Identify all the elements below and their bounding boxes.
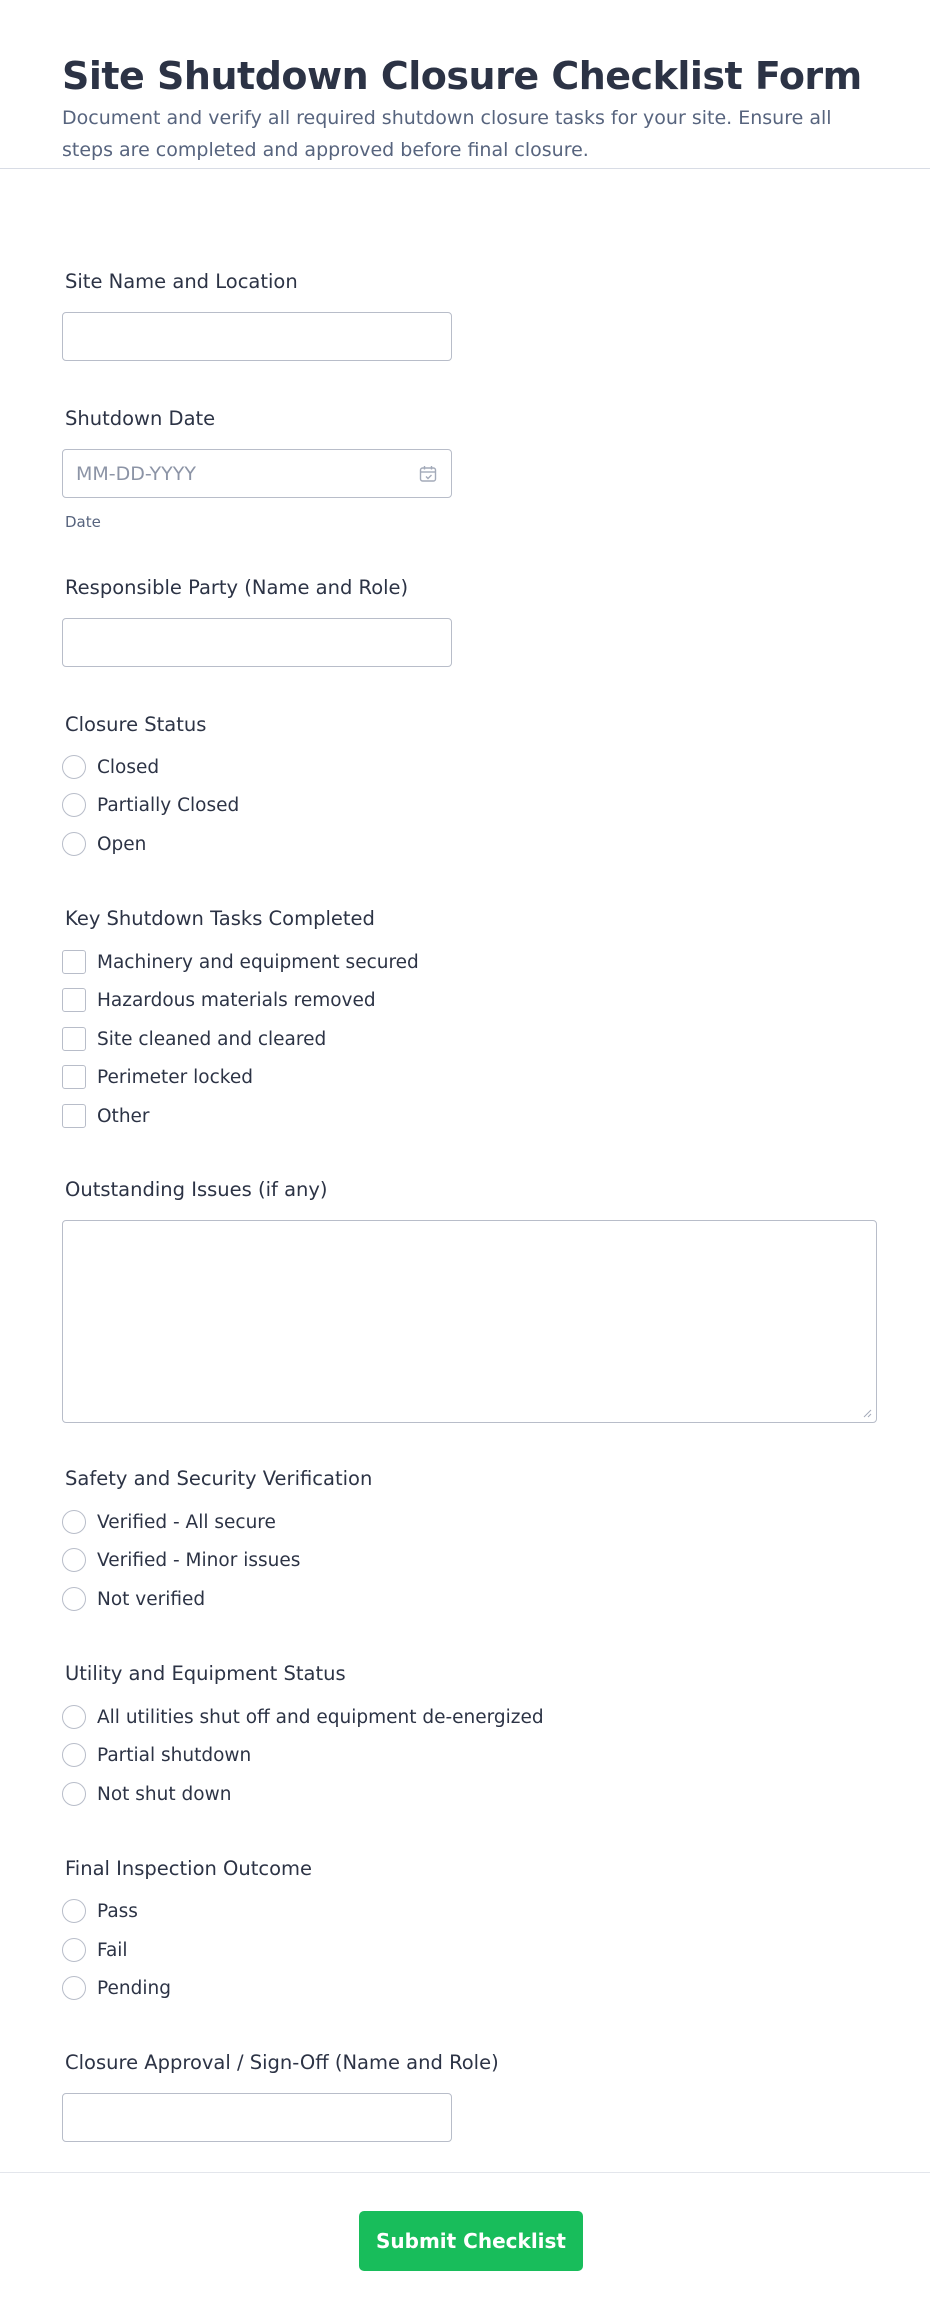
option-label: Verified - Minor issues: [97, 1549, 301, 1571]
site-name-question: [62, 268, 298, 296]
resize-handle-icon[interactable]: [862, 1408, 872, 1418]
option-label: All utilities shut off and equipment de-energized: [97, 1706, 544, 1728]
approval-input[interactable]: [62, 2093, 452, 2142]
radio-button[interactable]: [62, 1548, 86, 1572]
option-label: Pending: [97, 1977, 171, 1999]
closure-status-option-closed[interactable]: [62, 754, 159, 780]
header-divider: [0, 168, 930, 169]
closure-status-option-partially-closed[interactable]: [62, 792, 239, 818]
radio-button[interactable]: [62, 1705, 86, 1729]
shutdown-date-label: Shutdown Date: [65, 407, 216, 430]
radio-button[interactable]: [62, 1938, 86, 1962]
safety-option-minor-issues[interactable]: [62, 1547, 300, 1573]
option-label: Closed: [97, 756, 160, 778]
shutdown-date-input[interactable]: [62, 449, 452, 498]
key-tasks-question: [62, 905, 375, 933]
approval-question: [62, 2049, 499, 2077]
approval-label: Closure Approval / Sign-Off (Name and Role): [65, 2051, 499, 2074]
site-name-input[interactable]: [62, 312, 452, 361]
closure-status-option-open[interactable]: [62, 831, 146, 857]
utility-option-not-shut[interactable]: [62, 1781, 231, 1807]
key-task-option-machinery[interactable]: [62, 949, 419, 975]
shutdown-date-question: [62, 405, 215, 433]
checkbox[interactable]: [62, 1027, 86, 1051]
utility-option-all-off[interactable]: [62, 1704, 544, 1730]
checkbox[interactable]: [62, 988, 86, 1012]
option-label: Machinery and equipment secured: [97, 951, 419, 973]
footer-divider: [0, 2172, 930, 2173]
submit-button[interactable]: Submit Checklist: [359, 2211, 583, 2271]
closure-status-label: Closure Status: [65, 713, 207, 736]
option-label: Partial shutdown: [97, 1744, 252, 1766]
option-label: Perimeter locked: [97, 1066, 253, 1088]
outstanding-issues-textarea[interactable]: [62, 1220, 877, 1423]
responsible-party-label: Responsible Party (Name and Role): [65, 576, 409, 599]
utility-status-question: [62, 1660, 346, 1688]
form-title: Site Shutdown Closure Checklist Form: [62, 54, 862, 98]
date-placeholder: MM-DD-YYYY: [76, 463, 196, 485]
final-inspection-label: Final Inspection Outcome: [65, 1857, 313, 1880]
form-description: Document and verify all required shutdown closure tasks for your site. Ensure all steps are completed and approved before final closure.: [62, 107, 832, 161]
safety-option-not-verified[interactable]: [62, 1586, 205, 1612]
option-label: Pass: [97, 1900, 138, 1922]
option-label: Verified - All secure: [97, 1511, 276, 1533]
radio-button[interactable]: [62, 1976, 86, 2000]
radio-button[interactable]: [62, 755, 86, 779]
form-header: [0, 0, 930, 168]
inspection-option-pending[interactable]: [62, 1975, 171, 2001]
key-task-option-perimeter[interactable]: [62, 1064, 253, 1090]
inspection-option-fail[interactable]: [62, 1937, 128, 1963]
radio-button[interactable]: [62, 1510, 86, 1534]
key-tasks-label: Key Shutdown Tasks Completed: [65, 907, 375, 930]
responsible-party-question: [62, 574, 408, 602]
radio-button[interactable]: [62, 1782, 86, 1806]
key-task-option-other[interactable]: [62, 1103, 150, 1129]
radio-button[interactable]: [62, 1899, 86, 1923]
key-task-option-cleaned[interactable]: [62, 1026, 326, 1052]
option-label: Fail: [97, 1939, 128, 1961]
responsible-party-input[interactable]: [62, 618, 452, 667]
checkbox[interactable]: [62, 1104, 86, 1128]
shutdown-date-sublabel: Date: [65, 513, 101, 531]
outstanding-issues-question: [62, 1176, 328, 1204]
site-name-label: Site Name and Location: [65, 270, 298, 293]
final-inspection-question: [62, 1855, 312, 1883]
radio-button[interactable]: [62, 1743, 86, 1767]
utility-status-label: Utility and Equipment Status: [65, 1662, 346, 1685]
safety-verification-label: Safety and Security Verification: [65, 1467, 373, 1490]
outstanding-issues-label: Outstanding Issues (if any): [65, 1178, 328, 1201]
option-label: Other: [97, 1105, 150, 1127]
inspection-option-pass[interactable]: [62, 1898, 138, 1924]
radio-button[interactable]: [62, 793, 86, 817]
utility-option-partial[interactable]: [62, 1742, 251, 1768]
calendar-icon[interactable]: [419, 465, 437, 483]
option-label: Not shut down: [97, 1783, 232, 1805]
option-label: Site cleaned and cleared: [97, 1028, 327, 1050]
option-label: Hazardous materials removed: [97, 989, 376, 1011]
closure-status-question: [62, 711, 206, 739]
checkbox[interactable]: [62, 950, 86, 974]
checkbox[interactable]: [62, 1065, 86, 1089]
safety-verification-question: [62, 1465, 372, 1493]
radio-button[interactable]: [62, 832, 86, 856]
safety-option-all-secure[interactable]: [62, 1509, 276, 1535]
option-label: Partially Closed: [97, 794, 240, 816]
option-label: Open: [97, 833, 147, 855]
key-task-option-hazardous[interactable]: [62, 987, 376, 1013]
radio-button[interactable]: [62, 1587, 86, 1611]
option-label: Not verified: [97, 1588, 206, 1610]
